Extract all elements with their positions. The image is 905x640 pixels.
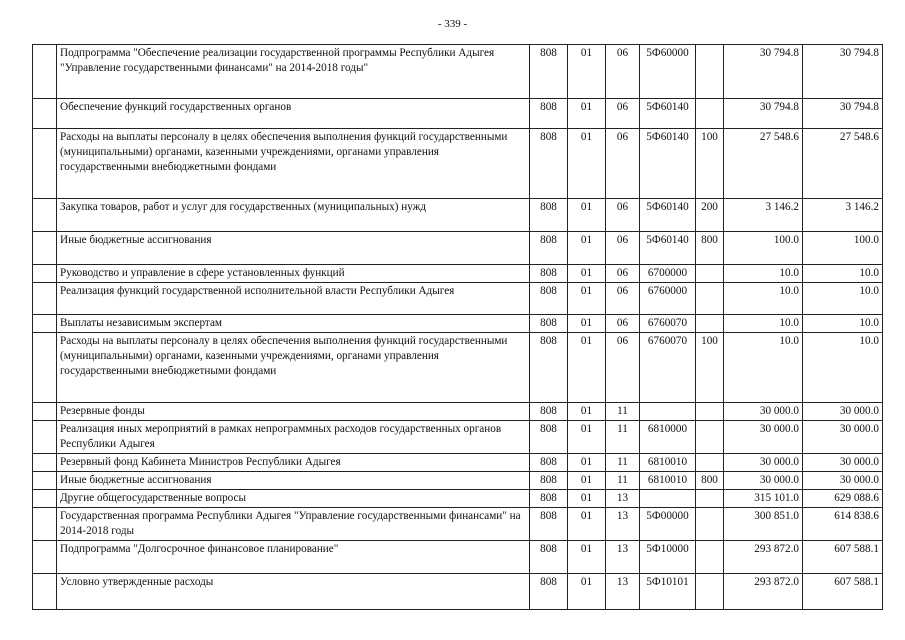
section-code-cell: 01	[568, 333, 606, 403]
department-code-cell: 808	[530, 283, 568, 315]
amount-year2-cell: 30 794.8	[803, 99, 883, 129]
item-name-cell: Государственная программа Республики Адыгея "Управление государственными финансами" на 2014-2018 годы	[57, 508, 530, 541]
expense-type-cell	[696, 315, 724, 333]
expense-type-cell	[696, 283, 724, 315]
subsection-code-cell: 06	[606, 283, 640, 315]
subsection-code-cell: 11	[606, 472, 640, 490]
amount-year2-cell: 30 000.0	[803, 472, 883, 490]
department-code-cell: 808	[530, 232, 568, 265]
amount-year2-cell: 3 146.2	[803, 199, 883, 232]
amount-year1-cell: 10.0	[724, 265, 803, 283]
item-name-cell: Реализация функций государственной исполнительной власти Республики Адыгея	[57, 283, 530, 315]
expense-type-cell	[696, 265, 724, 283]
subsection-code-cell: 06	[606, 129, 640, 199]
department-code-cell: 808	[530, 421, 568, 454]
subsection-code-cell: 11	[606, 421, 640, 454]
budget-table	[32, 44, 883, 610]
target-article-cell: 6760000	[640, 283, 696, 315]
item-name-cell: Подпрограмма "Обеспечение реализации государственной программы Республики Адыгея "Управление государственными финансами" на 2014-2018 годы"	[57, 45, 530, 99]
amount-year1-cell: 10.0	[724, 283, 803, 315]
row-indent-cell	[33, 508, 57, 541]
row-indent-cell	[33, 490, 57, 508]
subsection-code-cell: 06	[606, 265, 640, 283]
amount-year2-cell: 629 088.6	[803, 490, 883, 508]
section-code-cell: 01	[568, 45, 606, 99]
amount-year1-cell: 315 101.0	[724, 490, 803, 508]
target-article-cell: 5Ф60000	[640, 45, 696, 99]
section-code-cell: 01	[568, 315, 606, 333]
section-code-cell: 01	[568, 508, 606, 541]
expense-type-cell: 100	[696, 129, 724, 199]
amount-year2-cell: 614 838.6	[803, 508, 883, 541]
section-code-cell: 01	[568, 541, 606, 574]
department-code-cell: 808	[530, 99, 568, 129]
expense-type-cell: 200	[696, 199, 724, 232]
subsection-code-cell: 06	[606, 45, 640, 99]
section-code-cell: 01	[568, 283, 606, 315]
item-name-cell: Резервный фонд Кабинета Министров Республики Адыгея	[57, 454, 530, 472]
subsection-code-cell: 13	[606, 508, 640, 541]
row-indent-cell	[33, 315, 57, 333]
table-row	[33, 265, 883, 283]
amount-year1-cell: 300 851.0	[724, 508, 803, 541]
amount-year2-cell: 10.0	[803, 333, 883, 403]
expense-type-cell: 800	[696, 472, 724, 490]
amount-year1-cell: 30 000.0	[724, 403, 803, 421]
table-row	[33, 490, 883, 508]
row-indent-cell	[33, 45, 57, 99]
amount-year2-cell: 27 548.6	[803, 129, 883, 199]
target-article-cell: 5Ф60140	[640, 199, 696, 232]
target-article-cell: 6760070	[640, 315, 696, 333]
table-row	[33, 129, 883, 199]
item-name-cell: Подпрограмма "Долгосрочное финансовое планирование"	[57, 541, 530, 574]
department-code-cell: 808	[530, 490, 568, 508]
section-code-cell: 01	[568, 99, 606, 129]
amount-year1-cell: 10.0	[724, 315, 803, 333]
amount-year1-cell: 30 000.0	[724, 421, 803, 454]
target-article-cell: 6810000	[640, 421, 696, 454]
table-row	[33, 45, 883, 99]
expense-type-cell: 800	[696, 232, 724, 265]
department-code-cell: 808	[530, 574, 568, 610]
amount-year2-cell: 10.0	[803, 315, 883, 333]
table-row	[33, 232, 883, 265]
amount-year2-cell: 10.0	[803, 265, 883, 283]
department-code-cell: 808	[530, 129, 568, 199]
target-article-cell: 6700000	[640, 265, 696, 283]
department-code-cell: 808	[530, 333, 568, 403]
department-code-cell: 808	[530, 199, 568, 232]
expense-type-cell	[696, 99, 724, 129]
section-code-cell: 01	[568, 232, 606, 265]
page-number: - 339 -	[437, 18, 468, 30]
amount-year2-cell: 100.0	[803, 232, 883, 265]
target-article-cell: 5Ф10101	[640, 574, 696, 610]
subsection-code-cell: 06	[606, 315, 640, 333]
amount-year1-cell: 293 872.0	[724, 541, 803, 574]
section-code-cell: 01	[568, 454, 606, 472]
target-article-cell: 5Ф10000	[640, 541, 696, 574]
table-row	[33, 99, 883, 129]
table-row	[33, 333, 883, 403]
row-indent-cell	[33, 199, 57, 232]
amount-year2-cell: 30 000.0	[803, 403, 883, 421]
row-indent-cell	[33, 472, 57, 490]
item-name-cell: Условно утвержденные расходы	[57, 574, 530, 610]
target-article-cell	[640, 490, 696, 508]
amount-year2-cell: 30 794.8	[803, 45, 883, 99]
amount-year2-cell: 30 000.0	[803, 421, 883, 454]
amount-year1-cell: 27 548.6	[724, 129, 803, 199]
section-code-cell: 01	[568, 129, 606, 199]
item-name-cell: Реализация иных мероприятий в рамках непрограммных расходов государственных органов Республики Адыгея	[57, 421, 530, 454]
expense-type-cell	[696, 403, 724, 421]
row-indent-cell	[33, 421, 57, 454]
department-code-cell: 808	[530, 265, 568, 283]
amount-year1-cell: 30 000.0	[724, 472, 803, 490]
target-article-cell: 6810010	[640, 472, 696, 490]
row-indent-cell	[33, 99, 57, 129]
department-code-cell: 808	[530, 315, 568, 333]
subsection-code-cell: 06	[606, 232, 640, 265]
amount-year1-cell: 30 000.0	[724, 454, 803, 472]
amount-year2-cell: 607 588.1	[803, 541, 883, 574]
expense-type-cell	[696, 508, 724, 541]
target-article-cell: 5Ф60140	[640, 232, 696, 265]
row-indent-cell	[33, 541, 57, 574]
subsection-code-cell: 11	[606, 454, 640, 472]
department-code-cell: 808	[530, 541, 568, 574]
table-row	[33, 283, 883, 315]
department-code-cell: 808	[530, 454, 568, 472]
table-row	[33, 508, 883, 541]
target-article-cell	[640, 403, 696, 421]
row-indent-cell	[33, 129, 57, 199]
target-article-cell: 6760070	[640, 333, 696, 403]
target-article-cell: 5Ф60140	[640, 99, 696, 129]
subsection-code-cell: 06	[606, 333, 640, 403]
table-row	[33, 541, 883, 574]
subsection-code-cell: 06	[606, 99, 640, 129]
amount-year1-cell: 293 872.0	[724, 574, 803, 610]
subsection-code-cell: 13	[606, 490, 640, 508]
table-body	[33, 45, 883, 610]
row-indent-cell	[33, 454, 57, 472]
expense-type-cell	[696, 421, 724, 454]
department-code-cell: 808	[530, 508, 568, 541]
item-name-cell: Обеспечение функций государственных органов	[57, 99, 530, 129]
section-code-cell: 01	[568, 490, 606, 508]
section-code-cell: 01	[568, 403, 606, 421]
item-name-cell: Закупка товаров, работ и услуг для государственных (муниципальных) нужд	[57, 199, 530, 232]
subsection-code-cell: 11	[606, 403, 640, 421]
row-indent-cell	[33, 232, 57, 265]
section-code-cell: 01	[568, 421, 606, 454]
department-code-cell: 808	[530, 45, 568, 99]
row-indent-cell	[33, 574, 57, 610]
expense-type-cell: 100	[696, 333, 724, 403]
item-name-cell: Выплаты независимым экспертам	[57, 315, 530, 333]
subsection-code-cell: 13	[606, 574, 640, 610]
target-article-cell: 5Ф60140	[640, 129, 696, 199]
amount-year2-cell: 607 588.1	[803, 574, 883, 610]
department-code-cell: 808	[530, 472, 568, 490]
item-name-cell: Руководство и управление в сфере установленных функций	[57, 265, 530, 283]
amount-year1-cell: 3 146.2	[724, 199, 803, 232]
row-indent-cell	[33, 283, 57, 315]
table-row	[33, 199, 883, 232]
amount-year2-cell: 30 000.0	[803, 454, 883, 472]
table-row	[33, 403, 883, 421]
row-indent-cell	[33, 403, 57, 421]
table-row	[33, 315, 883, 333]
amount-year2-cell: 10.0	[803, 283, 883, 315]
expense-type-cell	[696, 541, 724, 574]
section-code-cell: 01	[568, 472, 606, 490]
section-code-cell: 01	[568, 574, 606, 610]
amount-year1-cell: 30 794.8	[724, 45, 803, 99]
table-row	[33, 454, 883, 472]
table-row	[33, 421, 883, 454]
expense-type-cell	[696, 490, 724, 508]
target-article-cell: 6810010	[640, 454, 696, 472]
subsection-code-cell: 13	[606, 541, 640, 574]
expense-type-cell	[696, 45, 724, 99]
table-row	[33, 574, 883, 610]
expense-type-cell	[696, 574, 724, 610]
row-indent-cell	[33, 333, 57, 403]
item-name-cell: Другие общегосударственные вопросы	[57, 490, 530, 508]
expense-type-cell	[696, 454, 724, 472]
item-name-cell: Расходы на выплаты персоналу в целях обеспечения выполнения функций государственными (муниципальными) органами, казенными учреждениями, органами управления государственными внебюджетными фондами	[57, 333, 530, 403]
item-name-cell: Резервные фонды	[57, 403, 530, 421]
subsection-code-cell: 06	[606, 199, 640, 232]
section-code-cell: 01	[568, 199, 606, 232]
item-name-cell: Иные бюджетные ассигнования	[57, 472, 530, 490]
amount-year1-cell: 10.0	[724, 333, 803, 403]
row-indent-cell	[33, 265, 57, 283]
item-name-cell: Расходы на выплаты персоналу в целях обеспечения выполнения функций государственными (муниципальными) органами, казенными учреждениями, органами управления государственными внебюджетными фондами	[57, 129, 530, 199]
target-article-cell: 5Ф00000	[640, 508, 696, 541]
table-row	[33, 472, 883, 490]
department-code-cell: 808	[530, 403, 568, 421]
amount-year1-cell: 100.0	[724, 232, 803, 265]
amount-year1-cell: 30 794.8	[724, 99, 803, 129]
item-name-cell: Иные бюджетные ассигнования	[57, 232, 530, 265]
section-code-cell: 01	[568, 265, 606, 283]
